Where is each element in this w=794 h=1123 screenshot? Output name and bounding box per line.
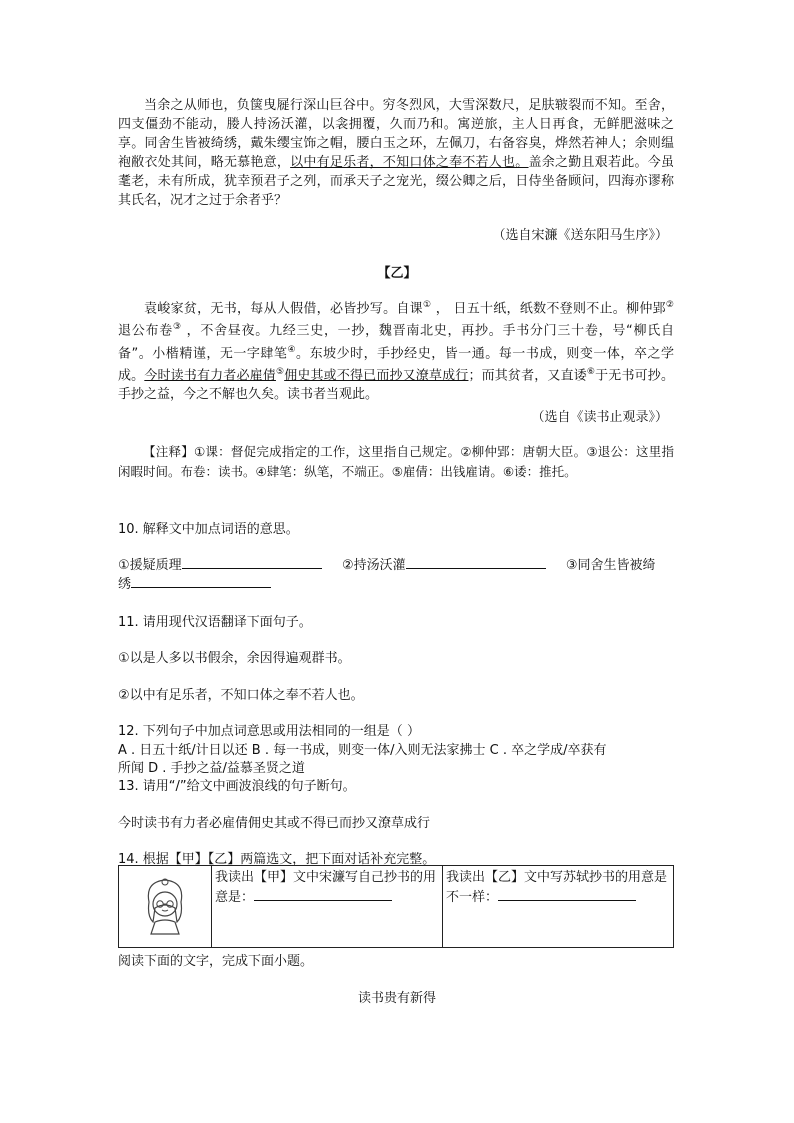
question-10-items-cont bbox=[118, 573, 678, 592]
jia-text-2: 盖余之勤且艰若此。今虽耄老，未有所成，犹幸预君子之列，而承天子之宠光，缀公卿之后，日侍坐备顾问，四海亦谬称其氏名，况才之过于余者乎？ bbox=[118, 155, 674, 208]
yi-source: （选自《读书止观录》） bbox=[531, 410, 668, 425]
q11-sentence-a: ①以是人多以书假余，余因得遍观群书。 bbox=[118, 651, 351, 666]
footnote-ref-5: ⑤ bbox=[275, 366, 285, 377]
dialog-left-text: 我读出【甲】文中宋濂写自己抄书的用意是： bbox=[215, 870, 437, 905]
q12-options: A . 日五十纸/计日以还 B . 每一书成，则变一体/入则无法家拂士 C . 卒之学成/卒获有 bbox=[118, 743, 607, 758]
yi-text-7: 于无书可抄。手抄之益，今之不解也久矣。读书者当观此。 bbox=[118, 368, 674, 403]
q10-answer-a[interactable] bbox=[182, 555, 322, 569]
question-14: 14. 根据【甲】【乙】两篇选文，把下面对话补充完整。 bbox=[118, 852, 436, 867]
dialog-left-answer[interactable] bbox=[254, 887, 392, 901]
avatar-cell bbox=[119, 866, 212, 948]
yi-text-1: 袁峻家贫，无书，每从人假借，必皆抄写。自课 bbox=[144, 301, 423, 317]
dialog-right-answer[interactable] bbox=[498, 887, 636, 901]
q11-sentence-b: ②以中有足乐者，不知口体之奉不若人也。 bbox=[118, 688, 364, 703]
question-11: 11. 请用现代汉语翻译下面句子。 bbox=[118, 615, 312, 630]
jia-passage bbox=[118, 96, 674, 210]
footnote-ref-6: ⑥ bbox=[586, 366, 596, 377]
reading-instruction: 阅读下面的文字，完成下面小题。 bbox=[118, 954, 314, 969]
question-10-items bbox=[118, 554, 678, 573]
q13-sentence: 今时读书有力者必雇倩佣史其或不得已而抄又潦草成行 bbox=[118, 816, 431, 831]
yi-passage bbox=[118, 296, 674, 404]
yi-wavy-sentence-1: 今时读书有力者必雇倩 bbox=[144, 368, 276, 384]
yi-text-3: 退公布卷 bbox=[118, 323, 173, 339]
footnote-ref-2: ② bbox=[665, 300, 674, 310]
jia-wavy-sentence: 以中有足乐者，不知口体之奉不若人也。 bbox=[290, 155, 529, 170]
q12-options-cont: 所闻 D . 手抄之益/益慕圣贤之道 bbox=[118, 761, 305, 776]
yi-text-2: ， 日五十纸，纸数不登则不止。柳仲郢 bbox=[431, 301, 666, 317]
q10-item-c-cont: 绣 bbox=[118, 577, 132, 592]
dialog-right-text: 我读出【乙】文中写苏轼抄书的用意是不一样： bbox=[446, 870, 668, 905]
jia-source: （选自宋濂《送东阳马生序》） bbox=[492, 228, 668, 243]
footnote-ref-3: ③ bbox=[172, 322, 182, 333]
dialog-right-cell bbox=[443, 866, 674, 948]
question-13: 13. 请用“/”给文中画波浪线的句子断句。 bbox=[118, 779, 356, 794]
girl-avatar-icon bbox=[135, 872, 195, 936]
dialog-table bbox=[118, 865, 674, 948]
yi-wavy-sentence-2: 佣史其或不得已而抄又潦草成行 bbox=[284, 368, 469, 384]
q10-item-a: ①援疑质理 bbox=[118, 558, 182, 573]
jia-text: 当余之从师也，负箧曳屣行深山巨谷中。穷冬烈风，大雪深数尺，足肤皲裂而不知。至舍，四支僵劲不能动，媵人持汤沃灌，以衾拥覆，久而乃和。寓逆旅，主人日再食，无鲜肥滋味之享。同舍生皆被绮绣，戴朱缨宝饰之帽，腰白玉之环，左佩刀，右备容臭，烨然若神人；余则缊袍敝衣处其间，略无慕艳意， bbox=[118, 98, 674, 170]
yi-text-6: ；而其贫者，又直诿 bbox=[468, 368, 587, 384]
dialog-left-cell bbox=[212, 866, 443, 948]
footnote-ref-4: ④ bbox=[287, 344, 297, 355]
q10-answer-b[interactable] bbox=[406, 555, 546, 569]
annotations: 【注释】①课：督促完成指定的工作，这里指自己规定。②柳仲郢：唐朝大臣。③退公：这里指闲暇时间。布卷：读书。④肆笔：纵笔，不端正。⑤雇倩：出钱雇请。⑥诿：推托。 bbox=[118, 444, 674, 479]
q10-answer-c[interactable] bbox=[131, 574, 271, 588]
next-passage-title: 读书贵有新得 bbox=[357, 991, 436, 1006]
q10-item-c: ③同舍生皆被绮 bbox=[565, 558, 656, 573]
yi-text-4: ，不舍昼夜。九经三史，一抄，魏晋南北史，再抄。手书分门三十卷，号“柳氏自备”。小楷精谨，无一字肆笔 bbox=[118, 323, 674, 361]
question-12: 12. 下列句子中加点词意思或用法相同的一组是（ ） bbox=[118, 724, 420, 739]
yi-title: 【乙】 bbox=[377, 266, 417, 281]
q10-item-b: ②持汤沃灌 bbox=[341, 558, 406, 573]
footnote-ref-1: ① bbox=[422, 300, 432, 310]
yi-text-5: 。东坡少时，手抄经史，皆一通。每一书成，则变一体，卒之学成。 bbox=[118, 345, 674, 384]
question-10: 10. 解释文中加点词语的意思。 bbox=[118, 522, 299, 537]
